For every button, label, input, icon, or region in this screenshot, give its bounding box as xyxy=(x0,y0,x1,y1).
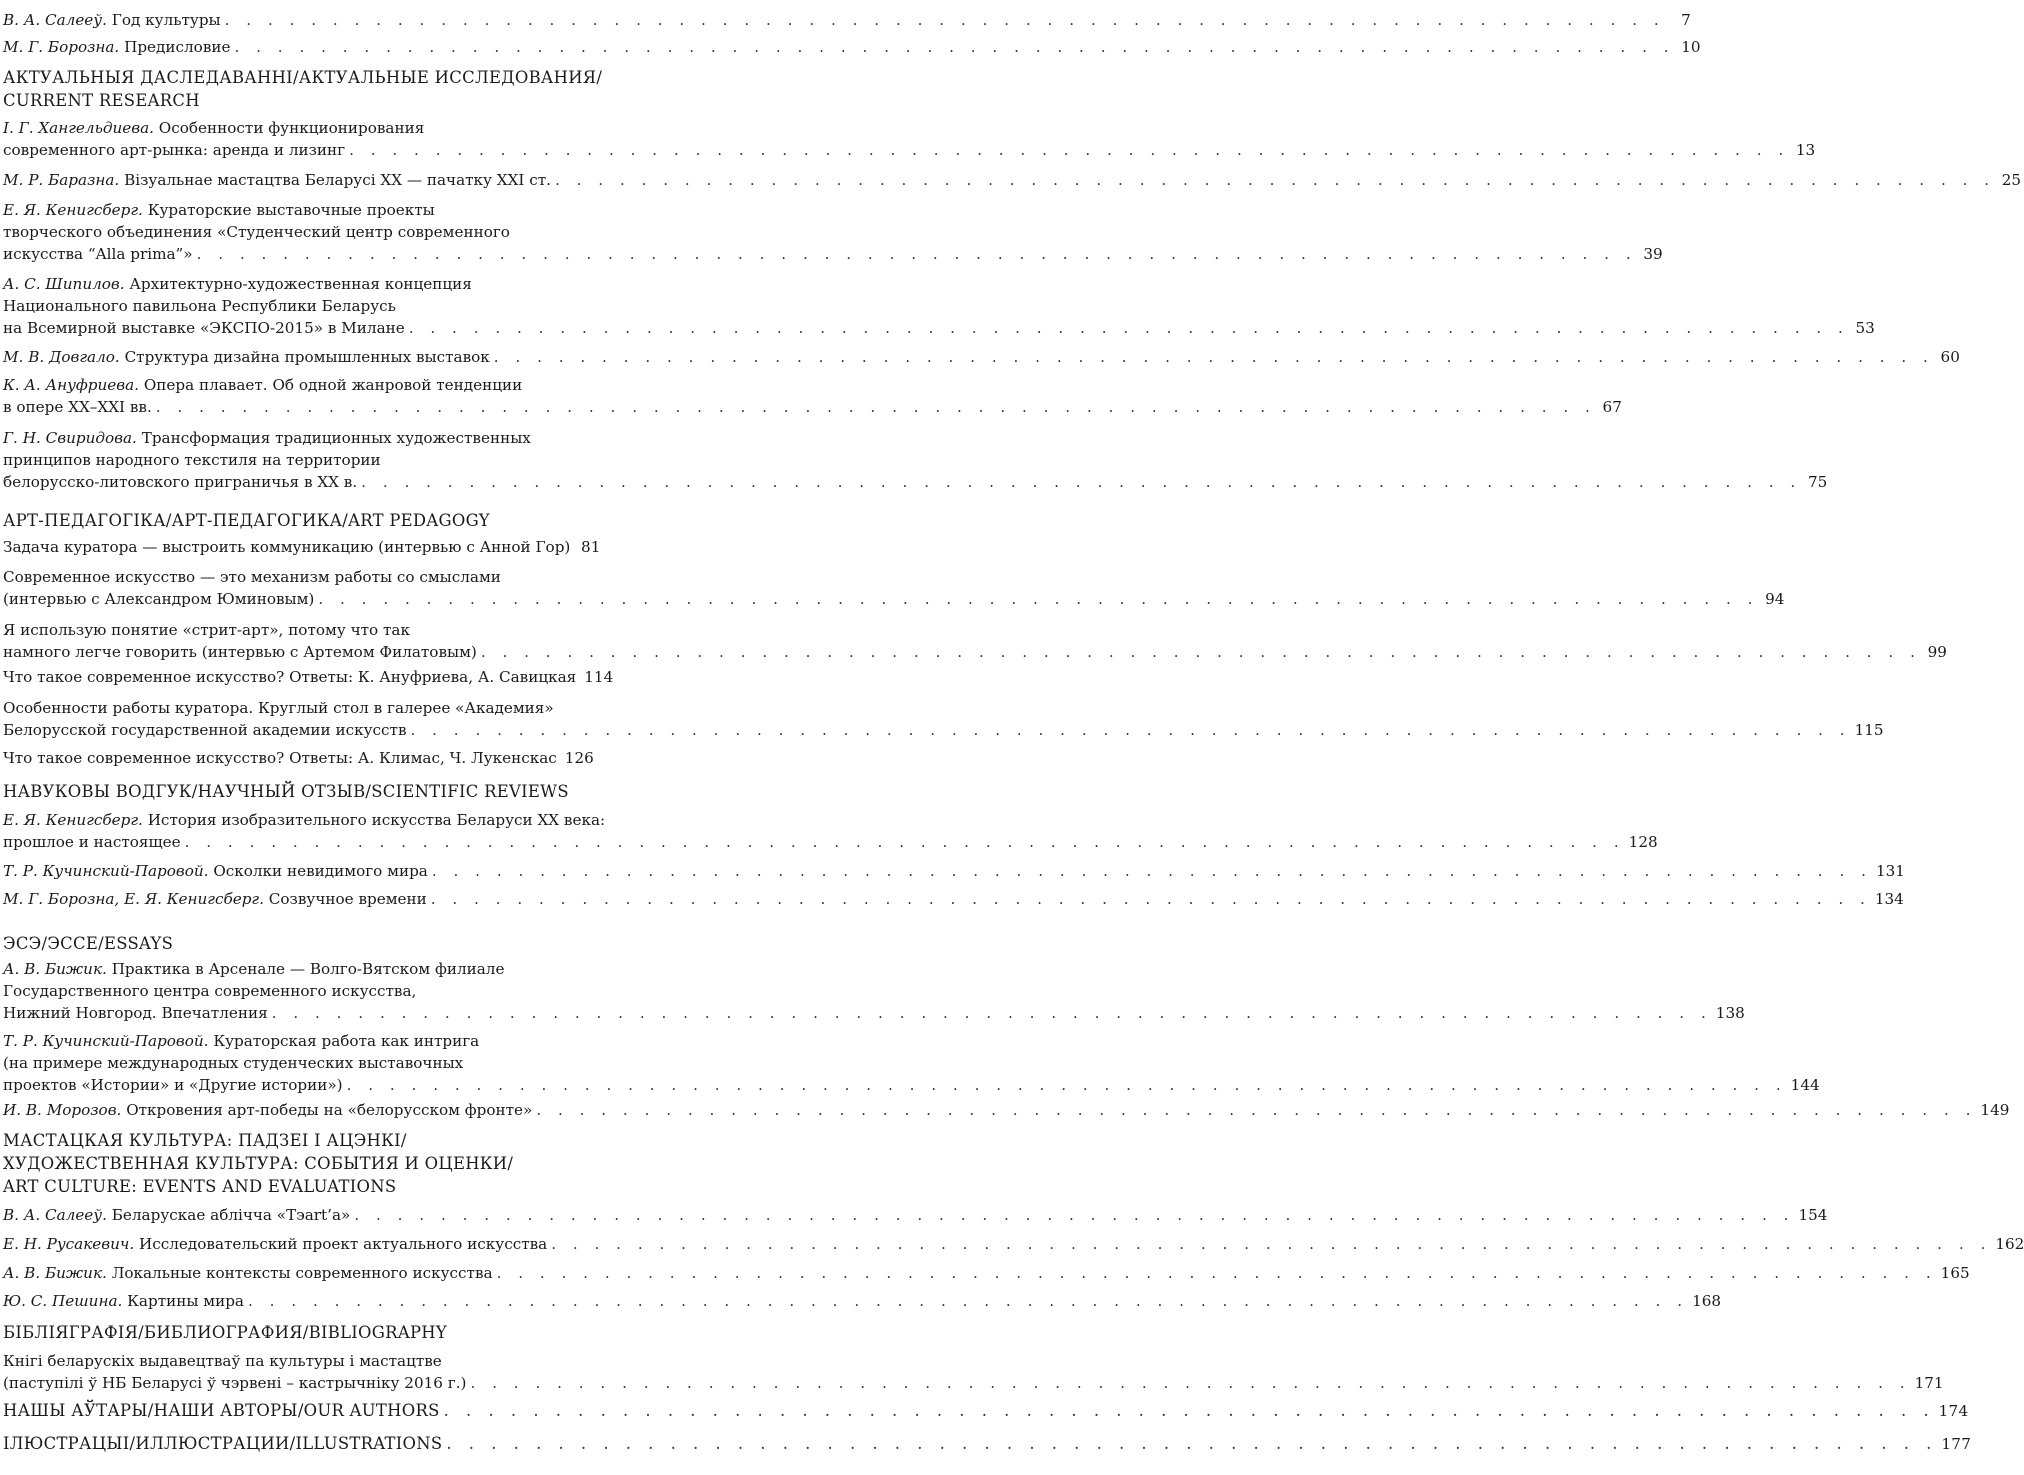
entry-author: К. А. Ануфриева. xyxy=(3,376,139,394)
page-number: 144 xyxy=(1790,1076,1820,1094)
page-number: 115 xyxy=(1854,721,1884,739)
leader-dots xyxy=(471,1372,1911,1394)
toc-entry xyxy=(3,809,1658,853)
entry-title-line: творческого объединения «Студенческий центр современного xyxy=(3,223,510,241)
entry-author: М. Г. Борозна. xyxy=(3,38,120,56)
section-heading xyxy=(3,1399,1969,1422)
leader-dots xyxy=(248,1290,1688,1312)
toc-entry xyxy=(3,9,1691,31)
entry-title: Что такое современное искусство? Ответы: К. Ануфриева, А. Савицкая xyxy=(3,668,577,686)
section-heading xyxy=(3,932,597,955)
leader-dots xyxy=(411,719,1851,741)
leader-dots xyxy=(409,317,1849,339)
page-number: 171 xyxy=(1914,1374,1944,1392)
entry-author: А. В. Бижик. xyxy=(3,1264,107,1282)
page-number: 99 xyxy=(1927,643,1947,661)
page-number: 154 xyxy=(1798,1206,1828,1224)
entry-author: В. А. Салееў. xyxy=(3,11,107,29)
entry-title-line: Национального павильона Республики Беларусь xyxy=(3,297,396,315)
entry-title: Исследовательский проект актуального искусства xyxy=(139,1235,548,1253)
section-heading-line: АРТ-ПЕДАГОГІКА/АРТ-ПЕДАГОГИКА/ART PEDAGOGY xyxy=(3,511,490,530)
entry-title: Трансформация традиционных художественных xyxy=(141,429,531,447)
entry-author: В. А. Салееў. xyxy=(3,1206,107,1224)
entry-title: Особенности работы куратора. Круглый стол в галерее «Академия» xyxy=(3,699,554,717)
section-heading-line: БІБЛІЯГРАФІЯ/БИБЛИОГРАФИЯ/BIBLIOGRAPHY xyxy=(3,1323,448,1342)
toc-entry xyxy=(3,747,593,769)
entry-title: Особенности функционирования xyxy=(158,119,425,137)
entry-title-line: прошлое и настоящее xyxy=(3,833,181,851)
section-heading-line: CURRENT RESEARCH xyxy=(3,91,200,110)
toc-entry xyxy=(3,1290,1722,1312)
entry-title: Локальные контексты современного искусства xyxy=(111,1264,493,1282)
entry-title: Задача куратора — выстроить коммуникацию (интервью с Анной Гор) xyxy=(3,538,571,556)
entry-author: Е. Я. Кенигсберг. xyxy=(3,201,143,219)
toc-entry xyxy=(3,566,1785,610)
toc-entry xyxy=(3,1030,1820,1096)
entry-author: М. В. Довгало. xyxy=(3,348,120,366)
entry-author: Ю. С. Пешина. xyxy=(3,1292,123,1310)
leader-dots xyxy=(555,169,1995,191)
entry-title-line: намного легче говорить (интервью с Артемом Филатовым) xyxy=(3,643,477,661)
section-heading-line: ХУДОЖЕСТВЕННАЯ КУЛЬТУРА: СОБЫТИЯ И ОЦЕНКИ/ xyxy=(3,1154,514,1173)
leader-dots xyxy=(318,588,1758,610)
entry-title-line: (паступілі ў НБ Беларусі ў чэрвені – кастрычніку 2016 г.) xyxy=(3,1374,467,1392)
section-heading xyxy=(3,509,597,532)
page-number: 13 xyxy=(1795,141,1816,159)
toc-entry xyxy=(3,374,1622,418)
page-number: 162 xyxy=(1995,1235,2024,1253)
entry-title-line: в опере XX–XXI вв. xyxy=(3,398,152,416)
toc-entry xyxy=(3,536,601,558)
page-number: 114 xyxy=(584,668,614,686)
entry-author: И. В. Морозов. xyxy=(3,1101,122,1119)
page-number: 7 xyxy=(1681,11,1691,29)
entry-author: Е. Н. Русакевич. xyxy=(3,1235,135,1253)
toc-entry xyxy=(3,273,1875,339)
leader-dots xyxy=(536,1099,1976,1121)
section-heading-line: НАШЫ АЎТАРЫ/НАШИ АВТОРЫ/OUR AUTHORS xyxy=(3,1401,440,1420)
page-number: 126 xyxy=(564,749,594,767)
toc-entry xyxy=(3,1099,2010,1121)
entry-title: Осколки невидимого мира xyxy=(213,862,428,880)
section-heading xyxy=(3,1432,1972,1455)
entry-title-line: проектов «Истории» и «Другие истории») xyxy=(3,1076,343,1094)
leader-dots xyxy=(349,139,1789,161)
leader-dots xyxy=(354,1204,1794,1226)
leader-dots xyxy=(197,243,1637,265)
toc-entry xyxy=(3,346,1960,368)
page-number: 168 xyxy=(1692,1292,1722,1310)
toc-entry xyxy=(3,666,614,688)
entry-author: І. Г. Хангельдиева. xyxy=(3,119,154,137)
entry-title-line: искусства “Alla prima”» xyxy=(3,245,193,263)
toc-entry xyxy=(3,199,1663,265)
page-number: 128 xyxy=(1628,833,1658,851)
page-number: 10 xyxy=(1681,38,1701,56)
page-number: 174 xyxy=(1938,1402,1969,1420)
page-number: 138 xyxy=(1715,1004,1745,1022)
entry-author: М. Р. Баразна. xyxy=(3,171,120,189)
entry-author: А. В. Бижик. xyxy=(3,960,107,978)
entry-title: Современное искусство — это механизм работы со смыслами xyxy=(3,568,501,586)
entry-title-line: (интервью с Александром Юминовым) xyxy=(3,590,315,608)
entry-title: Візуальнае мастацтва Беларусі XX — пачатку XXI ст. xyxy=(124,171,551,189)
leader-dots xyxy=(361,471,1801,493)
page-number: 75 xyxy=(1807,473,1828,491)
entry-title: Год культуры xyxy=(111,11,221,29)
leader-dots xyxy=(481,641,1921,663)
page-number: 165 xyxy=(1940,1264,1970,1282)
page-number: 94 xyxy=(1765,590,1785,608)
leader-dots xyxy=(347,1074,1787,1096)
entry-title: Практика в Арсенале — Волго-Вятском филиале xyxy=(111,960,505,978)
toc-entry xyxy=(3,888,1904,910)
toc-entry xyxy=(3,169,2022,191)
leader-dots xyxy=(444,1399,1935,1422)
toc-entry xyxy=(3,958,1745,1024)
entry-title-line: современного арт-рынка: аренда и лизинг xyxy=(3,141,346,159)
page-number: 67 xyxy=(1602,398,1622,416)
leader-dots xyxy=(432,860,1872,882)
section-heading xyxy=(3,1129,597,1198)
entry-author: М. Г. Борозна, Е. Я. Кенигсберг. xyxy=(3,890,264,908)
entry-title: Опера плавает. Об одной жанровой тенденции xyxy=(143,376,523,394)
entry-author: Т. Р. Кучинский-Паровой. xyxy=(3,862,209,880)
leader-dots xyxy=(234,36,1674,58)
page-number: 134 xyxy=(1874,890,1904,908)
leader-dots xyxy=(551,1233,1991,1255)
page-number: 39 xyxy=(1643,245,1663,263)
entry-title: Что такое современное искусство? Ответы: А. Климас, Ч. Лукенскас xyxy=(3,749,557,767)
entry-author: Г. Н. Свиридова. xyxy=(3,429,137,447)
leader-dots xyxy=(156,396,1596,418)
entry-title-line: (на примере международных студенческих выставочных xyxy=(3,1054,464,1072)
toc-entry xyxy=(3,36,1701,58)
entry-title: Кураторские выставочные проекты xyxy=(147,201,435,219)
entry-title: Я использую понятие «стрит-арт», потому что так xyxy=(3,621,410,639)
section-heading-line: ART CULTURE: EVENTS AND EVALUATIONS xyxy=(3,1177,397,1196)
leader-dots xyxy=(497,1262,1937,1284)
entry-author: А. С. Шипилов. xyxy=(3,275,125,293)
entry-title: История изобразительного искусства Беларуси XX века: xyxy=(147,811,606,829)
leader-dots xyxy=(431,888,1871,910)
entry-title-line: на Всемирной выставке «ЭКСПО-2015» в Милане xyxy=(3,319,405,337)
toc-entry xyxy=(3,697,1884,741)
toc-entry xyxy=(3,1350,1944,1394)
section-heading-line: НАВУКОВЫ ВОДГУК/НАУЧНЫЙ ОТЗЫВ/SCIENTIFIC REVIEWS xyxy=(3,782,569,801)
section-heading xyxy=(3,780,597,803)
toc-entry xyxy=(3,619,1947,663)
leader-dots xyxy=(185,831,1625,853)
page-number: 60 xyxy=(1940,348,1960,366)
toc-entry xyxy=(3,860,1905,882)
leader-dots xyxy=(272,1002,1712,1024)
page-number: 149 xyxy=(1980,1101,2010,1119)
entry-title-line: принципов народного текстиля на территории xyxy=(3,451,381,469)
entry-title-line: белорусско-литовского приграничья в XX в. xyxy=(3,473,358,491)
entry-title-line: Нижний Новгород. Впечатления xyxy=(3,1004,268,1022)
entry-author: Т. Р. Кучинский-Паровой. xyxy=(3,1032,209,1050)
toc-entry xyxy=(3,117,1816,161)
section-heading-line: АКТУАЛЬНЫЯ ДАСЛЕДАВАННІ/АКТУАЛЬНЫЕ ИССЛЕДОВАНИЯ/ xyxy=(3,68,603,87)
entry-title: Откровения арт-победы на «белорусском фронте» xyxy=(126,1101,533,1119)
page-number: 25 xyxy=(2001,171,2022,189)
entry-title: Беларускае аблічча «Тэart’а» xyxy=(111,1206,351,1224)
entry-title-line: Государственного центра современного искусства, xyxy=(3,982,417,1000)
toc-entry xyxy=(3,1262,1970,1284)
leader-dots xyxy=(494,346,1934,368)
entry-title: Картины мира xyxy=(127,1292,244,1310)
section-heading-line: ІЛЮСТРАЦЫІ/ИЛЛЮСТРАЦИИ/ILLUSTRATIONS xyxy=(3,1434,443,1453)
section-heading xyxy=(3,1321,597,1344)
toc-entry xyxy=(3,427,1828,493)
entry-author: Е. Я. Кенигсберг. xyxy=(3,811,143,829)
entry-title: Предисловие xyxy=(124,38,231,56)
entry-title: Созвучное времени xyxy=(268,890,427,908)
page-number: 53 xyxy=(1855,319,1875,337)
toc-entry xyxy=(3,1233,2024,1255)
toc-entry xyxy=(3,1204,1828,1226)
leader-dots xyxy=(446,1432,1937,1455)
page-number: 81 xyxy=(581,538,601,556)
entry-title: Структура дизайна промышленных выставок xyxy=(124,348,490,366)
page-number: 177 xyxy=(1941,1435,1972,1453)
section-heading xyxy=(3,66,603,112)
section-heading-line: МАСТАЦКАЯ КУЛЬТУРА: ПАДЗЕІ І АЦЭНКІ/ xyxy=(3,1131,407,1150)
entry-title-line: Белорусской государственной академии искусств xyxy=(3,721,407,739)
entry-title: Архитектурно-художественная концепция xyxy=(129,275,472,293)
leader-dots xyxy=(225,9,1665,31)
entry-title: Кнігі беларускіх выдавецтваў па культуры і мастацтве xyxy=(3,1352,442,1370)
section-heading-line: ЭСЭ/ЭССЕ/ESSAYS xyxy=(3,934,174,953)
page-number: 131 xyxy=(1875,862,1905,880)
entry-title: Кураторская работа как интрига xyxy=(213,1032,480,1050)
